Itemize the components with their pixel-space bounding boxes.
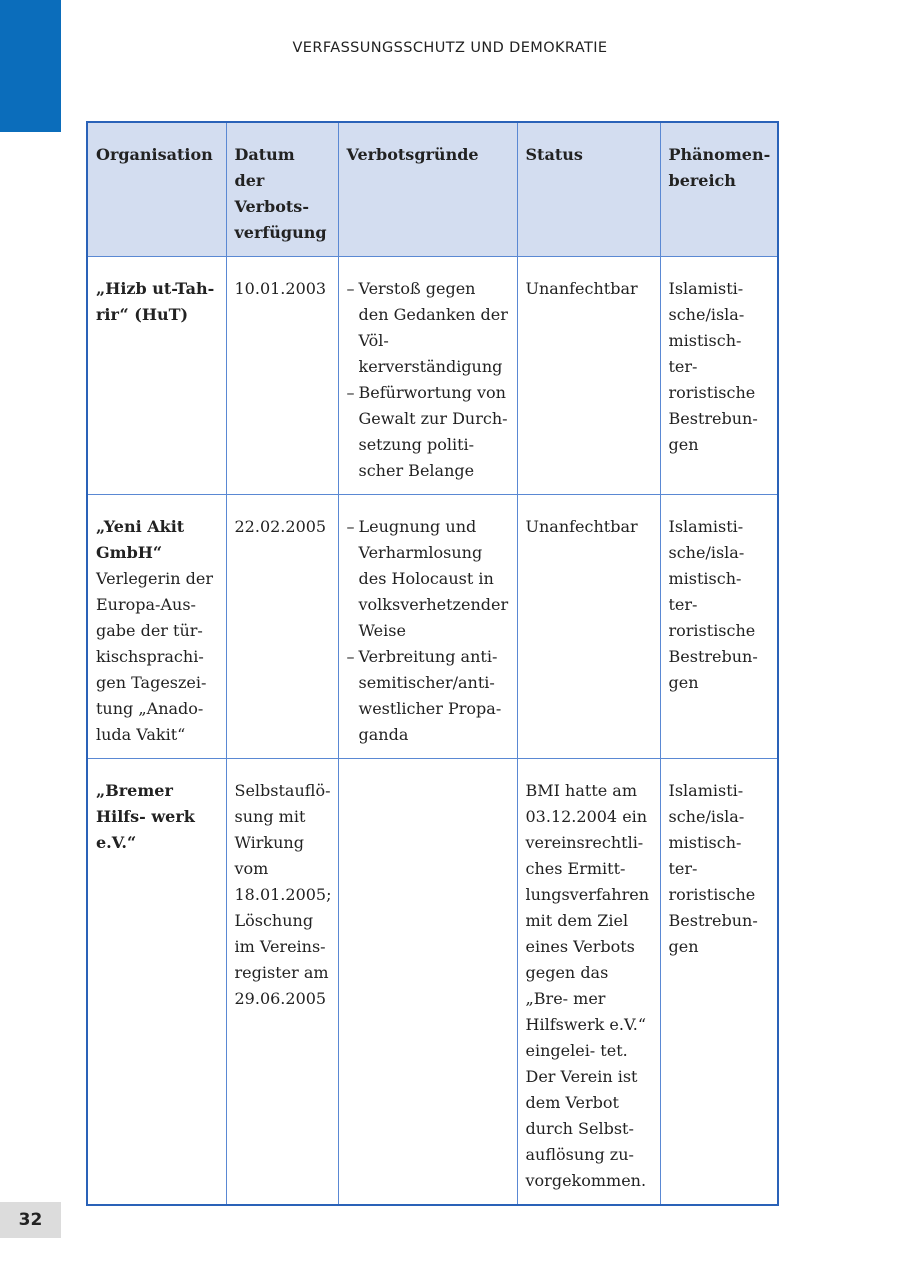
prohibitions-table xyxy=(86,121,779,1206)
reason-item: – Befürwortung von Gewalt zur Durch- setzung politi- scher Belange xyxy=(347,380,509,484)
col-header-reasons: Verbotsgründe xyxy=(338,122,517,257)
cell-status: Unanfechtbar xyxy=(517,495,660,759)
col-header-status: Status xyxy=(517,122,660,257)
reason-item: – Verbreitung anti- semitischer/anti- westlicher Propa- ganda xyxy=(347,644,509,748)
cell-status: BMI hatte am 03.12.2004 ein vereinsrechtli- ches Ermitt- lungsverfahren mit dem Ziel eines Verbots gegen das „Bre- mer Hilfswerk e.V.“ eingelei- tet. Der Verein ist dem Verbot durch Selbst- auflösung zu- vorgekommen. xyxy=(517,759,660,1206)
cell-reasons xyxy=(338,759,517,1206)
cell-phenomenon: Islamisti- sche/isla- mistisch-ter- roristische Bestrebun- gen xyxy=(660,759,778,1206)
cell-date: Selbstauflö- sung mit Wirkung vom 18.01.2005; Löschung im Vereins- register am 29.06.2005 xyxy=(226,759,338,1206)
col-header-phenomenon: Phänomen- bereich xyxy=(660,122,778,257)
cell-phenomenon: Islamisti- sche/isla- mistisch-ter- roristische Bestrebun- gen xyxy=(660,495,778,759)
table-row xyxy=(87,257,778,495)
running-header: VERFASSUNGSSCHUTZ UND DEMOKRATIE xyxy=(292,40,608,56)
table-header-row xyxy=(87,122,778,257)
cell-phenomenon: Islamisti- sche/isla- mistisch-ter- roristische Bestrebun- gen xyxy=(660,257,778,495)
org-name: „Hizb ut-Tah- rir“ (HuT) xyxy=(96,279,215,324)
reason-item: – Verstoß gegen den Gedanken der Völ- kerverständigung xyxy=(347,276,509,380)
cell-organisation xyxy=(87,257,226,495)
cell-date: 22.02.2005 xyxy=(226,495,338,759)
chapter-color-tab xyxy=(0,0,61,132)
cell-reasons xyxy=(338,257,517,495)
table-row xyxy=(87,495,778,759)
org-name: „Yeni Akit GmbH“ xyxy=(96,517,185,562)
reason-item: – Leugnung und Verharmlosung des Holocaust in volksverhetzender Weise xyxy=(347,514,509,644)
org-description: Verlegerin der Europa-Aus- gabe der tür- kischsprachi- gen Tageszei- tung „Anado- luda Vakit“ xyxy=(96,569,214,744)
col-header-date: Datum der Verbots- verfügung xyxy=(226,122,338,257)
cell-organisation xyxy=(87,759,226,1206)
cell-organisation xyxy=(87,495,226,759)
cell-reasons xyxy=(338,495,517,759)
col-header-organisation: Organisation xyxy=(87,122,226,257)
table-row xyxy=(87,759,778,1206)
cell-status: Unanfechtbar xyxy=(517,257,660,495)
cell-date: 10.01.2003 xyxy=(226,257,338,495)
org-name: „Bremer Hilfs- werk e.V.“ xyxy=(96,781,195,852)
page-number: 32 xyxy=(0,1202,61,1238)
